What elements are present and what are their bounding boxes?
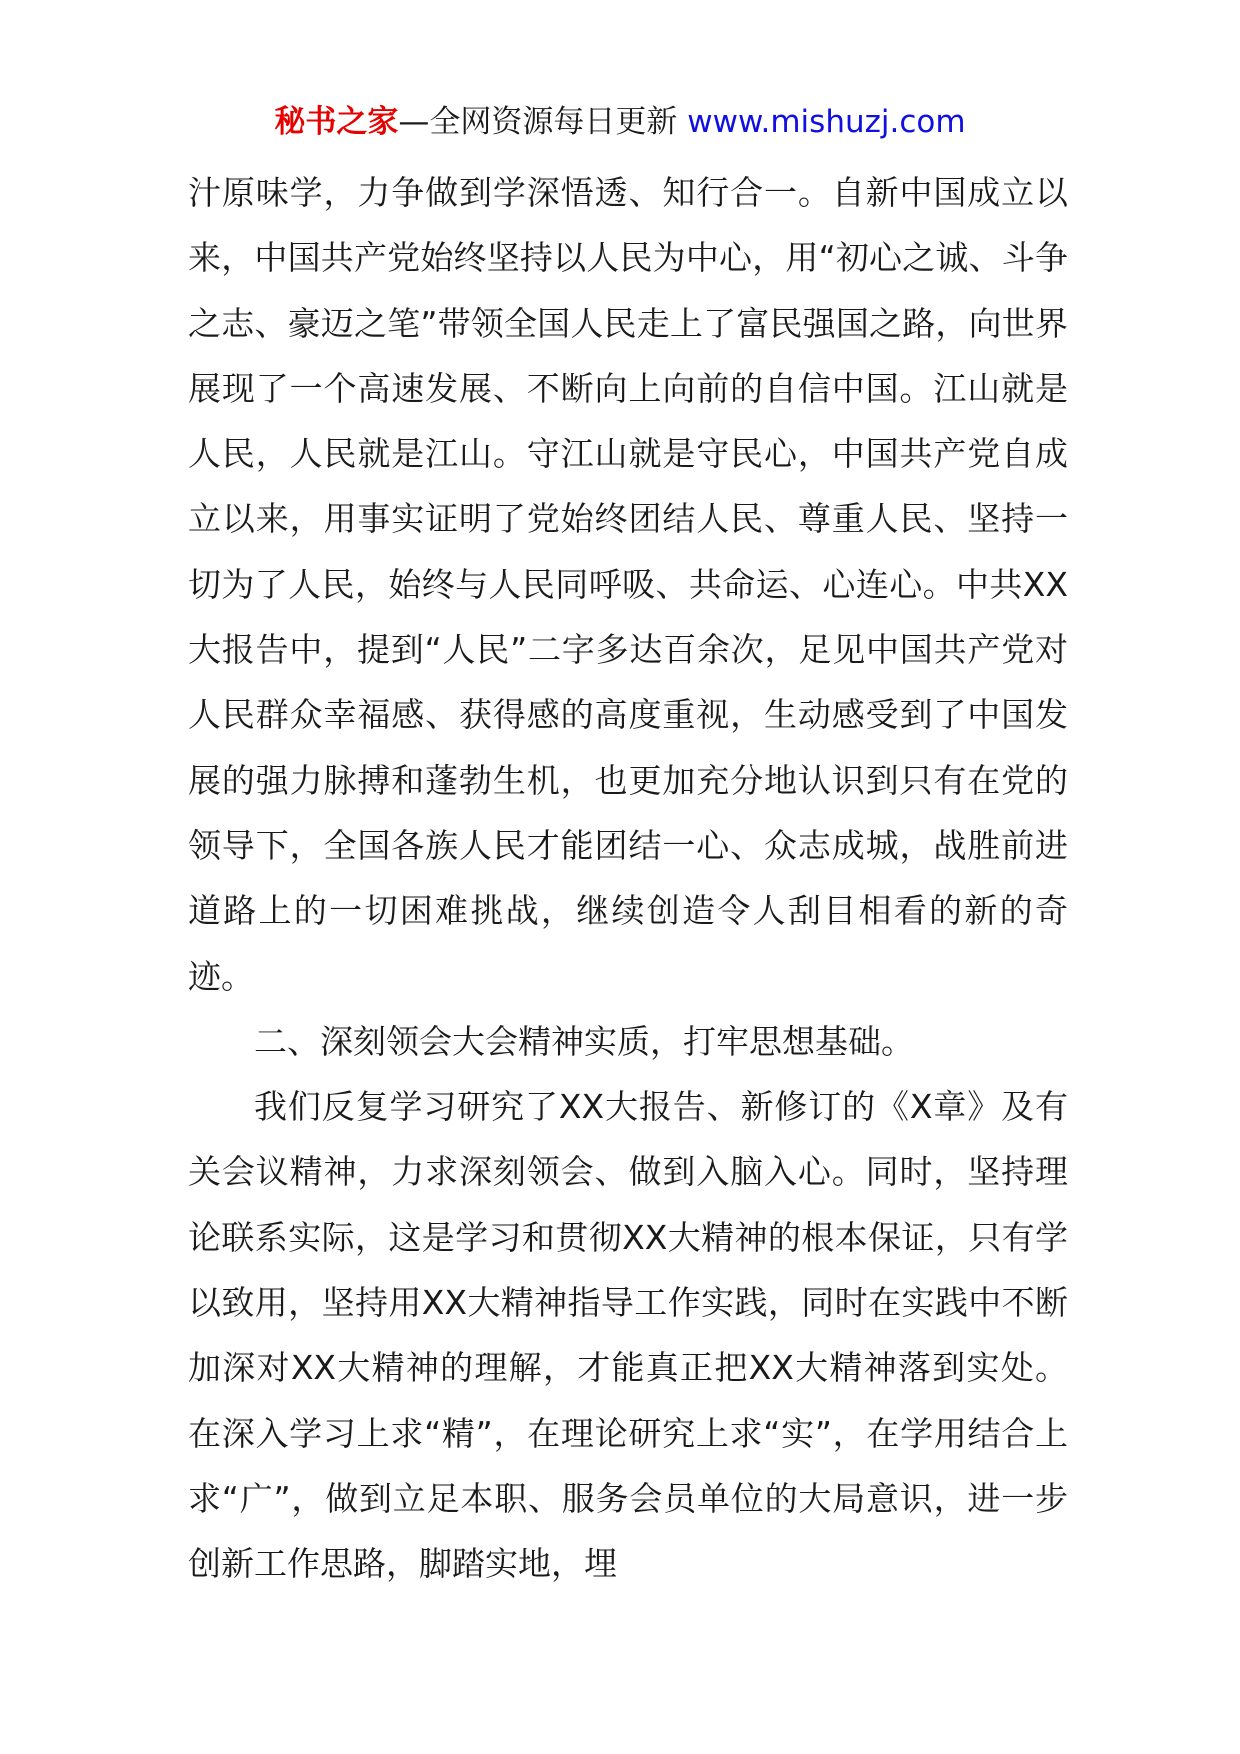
- document-body: [188, 160, 1068, 1597]
- paragraph-continued: 汁原味学，力争做到学深悟透、知行合一。自新中国成立以来，中国共产党始终坚持以人民为中心，用“初心之诚、斗争之志、豪迈之笔”带领全国人民走上了富民强国之路，向世界展现了一个高速发展、不断向上向前的自信中国。江山就是人民，人民就是江山。守江山就是守民心，中国共产党自成立以来，用事实证明了党始终团结人民、尊重人民、坚持一切为了人民，始终与人民同呼吸、共命运、心连心。中共XX大报告中，提到“人民”二字多达百余次，足见中国共产党对人民群众幸福感、获得感的高度重视，生动感受到了中国发展的强力脉搏和蓬勃生机，也更加充分地认识到只有在党的领导下，全国各族人民才能团结一心、众志成城，战胜前进道路上的一切困难挑战，继续创造令人刮目相看的新的奇迹。: [188, 173, 1068, 996]
- brand-name: 秘书之家: [274, 104, 399, 140]
- site-url-link[interactable]: www.mishuzj.com: [687, 104, 966, 140]
- section-heading: 二、深刻领会大会精神实质，打牢思想基础。: [254, 1021, 914, 1061]
- site-header: [0, 100, 1240, 144]
- header-slogan: —全网资源每日更新: [398, 104, 678, 140]
- paragraph: 我们反复学习研究了XX大报告、新修订的《X章》及有关会议精神，力求深刻领会、做到入脑入心。同时，坚持理论联系实际，这是学习和贯彻XX大精神的根本保证，只有学以致用，坚持用XX大精神指导工作实践，同时在实践中不断加深对XX大精神的理解，才能真正把XX大精神落到实处。在深入学习上求“精”，在理论研究上求“实”，在学用结合上求“广”，做到立足本职、服务会员单位的大局意识，进一步创新工作思路，脚踏实地，埋: [188, 1087, 1068, 1584]
